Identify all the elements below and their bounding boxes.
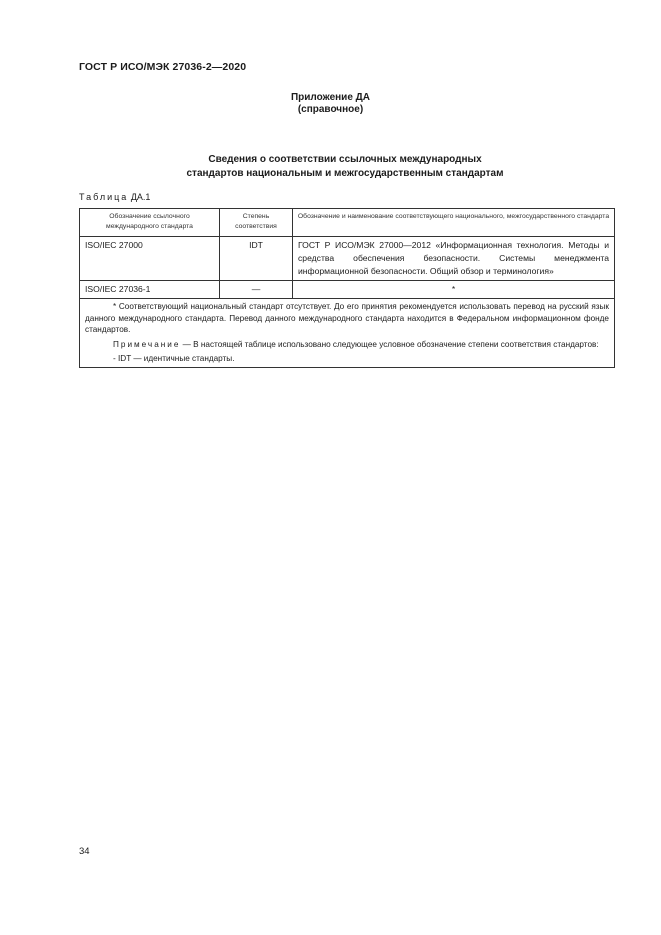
note-label: Примечание — [113, 339, 181, 349]
table-row — [80, 237, 615, 281]
annex-subtitle: (справочное) — [297, 104, 364, 115]
annex-title: Приложение ДА — [290, 92, 371, 103]
document-header: ГОСТ Р ИСО/МЭК 27036-2—2020 — [79, 61, 247, 73]
degree-cell: IDT — [220, 237, 293, 281]
reference-standard-cell: ISO/IEC 27036-1 — [80, 281, 220, 299]
table-row — [80, 281, 615, 299]
degree-cell: — — [220, 281, 293, 299]
column-header-reference: Обозначение ссылочного международного стандарта — [80, 209, 220, 237]
table-label-word: Таблица — [79, 192, 129, 202]
note-paragraph — [85, 339, 609, 351]
section-title — [90, 153, 600, 181]
table-footnote-cell — [80, 299, 615, 368]
column-header-degree: Степень соответствия — [220, 209, 293, 237]
section-title-line-1: Сведения о соответствии ссылочных международных — [208, 154, 482, 165]
page-number: 34 — [79, 846, 90, 857]
national-standard-cell: ГОСТ Р ИСО/МЭК 27000—2012 «Информационная технология. Методы и средства обеспечения безопасности. Системы менеджмента информационной безопасности. Общий обзор и терминология» — [293, 237, 615, 281]
national-standard-cell: * — [293, 281, 615, 299]
footnote-text: * Соответствующий национальный стандарт отсутствует. До его принятия рекомендуется использовать перевод на русский язык данного международного стандарта. Перевод данного международного стандарта находится в Федеральном информационном фонде стандартов. — [85, 302, 609, 334]
table-footnote-row — [80, 299, 615, 368]
note-list-item: - IDT — идентичные стандарты. — [113, 354, 235, 363]
note-text: — В настоящей таблице использовано следующее условное обозначение степени соответствия стандартов: — [180, 339, 599, 349]
annex-heading — [0, 92, 661, 116]
column-header-national: Обозначение и наименование соответствующего национального, межгосударственного стандарта — [293, 209, 615, 237]
section-title-line-2: стандартов национальным и межгосударственным стандартам — [186, 168, 504, 179]
correspondence-table — [79, 208, 615, 368]
table-label — [79, 192, 150, 202]
reference-standard-cell: ISO/IEC 27000 — [80, 237, 220, 281]
table-label-number: ДА.1 — [130, 192, 151, 202]
table-header-row — [80, 209, 615, 237]
